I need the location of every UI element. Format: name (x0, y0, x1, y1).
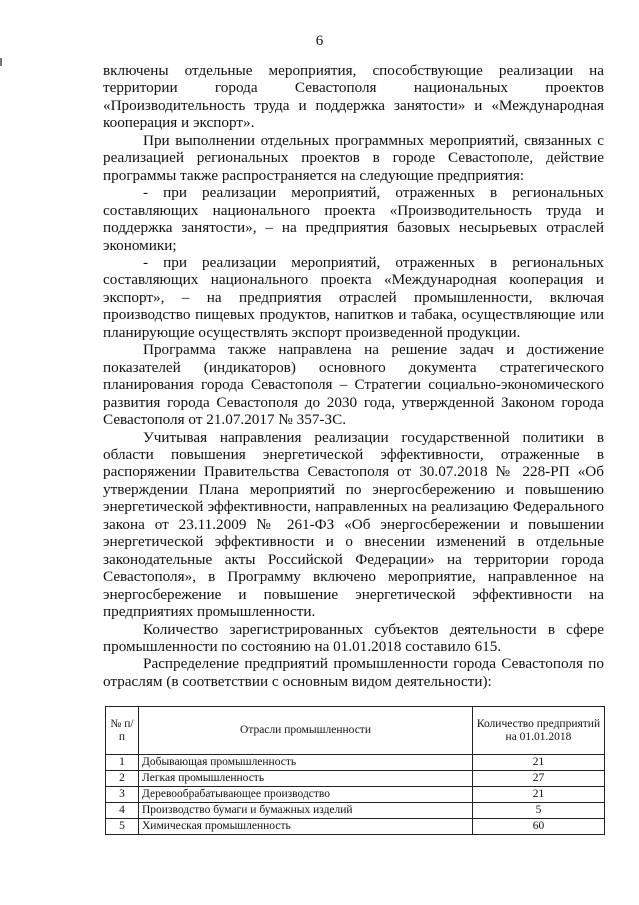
scan-edge-mark (0, 58, 2, 66)
paragraph: включены отдельные мероприятия, способствующие реализации на территории города Севастополя национальных проектов «Производительность труда и поддержка занятости» и «Международная кооперация и экспорт». (103, 62, 604, 132)
row-sector: Добывающая промышленность (139, 755, 473, 771)
table-row (106, 819, 605, 835)
paragraph: Программа также направлена на решение задач и достижение показателей (индикаторов) основного документа стратегического планирования города Севастополя – Стратегии социально-экономического развития города Севастополя до 2030 года, утвержденной Законом города Севастополя от 21.07.2017 № 357-ЗС. (103, 341, 604, 429)
row-number: 3 (106, 787, 139, 803)
page-number: 6 (315, 33, 324, 49)
paragraph: Количество зарегистрированных субъектов деятельности в сфере промышленности по состоянию на 01.01.2018 составило 615. (103, 620, 604, 655)
table-row (106, 803, 605, 819)
row-sector: Деревообрабатывающее производство (139, 787, 473, 803)
table-row (106, 755, 605, 771)
row-sector: Производство бумаги и бумажных изделий (139, 803, 473, 819)
row-number: 2 (106, 771, 139, 787)
row-number: 1 (106, 755, 139, 771)
row-number: 5 (106, 819, 139, 835)
industry-table (105, 706, 605, 835)
table-row (106, 771, 605, 787)
row-sector: Химическая промышленность (139, 819, 473, 835)
table-row (106, 787, 605, 803)
row-sector: Легкая промышленность (139, 771, 473, 787)
row-count: 27 (473, 771, 605, 787)
document-body (103, 62, 604, 690)
row-number: 4 (106, 803, 139, 819)
paragraph: Учитывая направления реализации государственной политики в области повышения энергетической эффективности, отраженные в распоряжении Правительства Севастополя от 30.07.2018 № 228-РП «Об утверждении Плана мероприятий по энергосбережению и повышению энергетической эффективности, направленных на реализацию Федерального закона от 23.11.2009 № 261-ФЗ «Об энергосбережении и повышении энергетической эффективности и о внесении изменений в отдельные законодательные акты Российской Федерации» на территории города Севастополя», в Программу включено мероприятие, направленное на энергосбережение и повышение энергетической эффективности на предприятиях промышленности. (103, 428, 604, 621)
header-sector: Отрасли промышленности (139, 707, 473, 755)
row-count: 21 (473, 755, 605, 771)
row-count: 21 (473, 787, 605, 803)
paragraph: При выполнении отдельных программных мероприятий, связанных с реализацией региональных проектов в городе Севастополе, действие программы также распространяется на следующие предприятия: (103, 131, 604, 184)
paragraph: Распределение предприятий промышленности города Севастополя по отраслям (в соответствии с основным видом деятельности): (103, 655, 604, 690)
row-count: 60 (473, 819, 605, 835)
list-item: - при реализации мероприятий, отраженных в региональных составляющих национального проекта «Производительность труда и поддержка занятости», – на предприятия базовых несырьевых отраслей экономики; (103, 184, 604, 254)
list-item: - при реализации мероприятий, отраженных в региональных составляющих национального проекта «Международная кооперация и экспорт», – на предприятия отраслей промышленности, включая производство пищевых продуктов, напитков и табака, осуществляющие или планирующие осуществлять экспорт произведенной продукции. (103, 253, 604, 341)
header-count: Количество предприятий на 01.01.2018 (473, 707, 605, 755)
industry-table-container (105, 706, 605, 835)
table-header-row (106, 707, 605, 755)
row-count: 5 (473, 803, 605, 819)
header-number: № п/п (106, 707, 139, 755)
